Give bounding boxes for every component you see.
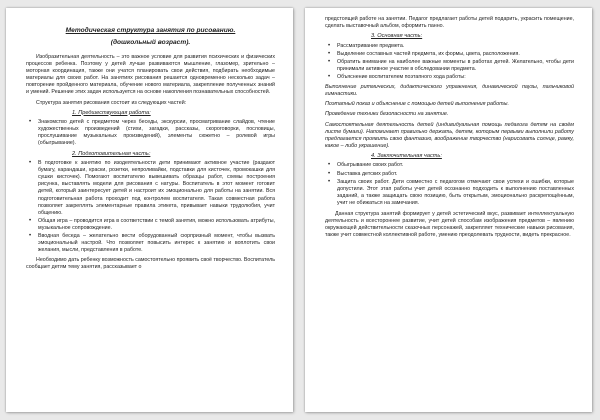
list-item xyxy=(26,119,275,147)
final-paragraph: Данная структура занятий формирует у детей эстетический вкус, развивает интеллектуальную деятельность и всестороннее развитие, учит детей способам изображения предметов – явлению окружающей действительности сказочных персонажей, закрепляет технические навыки рисования, также учит совместной коллективной работе, умению преодолевать трудности, видеть прекрасное. xyxy=(325,210,574,239)
list-item-text: Защита своих работ. Дети совместно с педагогом отмечают свои успехи и ошибки, которые допустили. Этот этап работы учит детей осознанно подходить к выполнению поставленных заданий, а также защищать свою позицию, быть открытым, эмоционально раскрепощённым, учит не обижаться на замечания. xyxy=(337,178,574,206)
list-item xyxy=(325,59,574,73)
list-item-text: Общая игра – проводится игра в соответствии с темой занятия, можно использовать атрибуты, музыкальное сопровождение. xyxy=(38,217,275,231)
closing-paragraph: Необходимо дать ребенку возможность самостоятельно проявить своё творчество. Воспитатель сообщает детям тему занятия, рассказывает о xyxy=(26,257,275,271)
list-item xyxy=(325,74,574,81)
bullet-icon: • xyxy=(328,42,331,49)
list-item xyxy=(325,179,574,207)
list-item-text: Рассматривание предмета. xyxy=(337,42,405,49)
list-item xyxy=(26,233,275,254)
list-item xyxy=(26,160,275,217)
list-item-text: Выделение составных частей предмета, их формы, цвета, расположения. xyxy=(337,50,520,57)
list-item xyxy=(325,51,574,58)
italic-step-exercises: Выполнение ритмических, дидактического упражнения, динамической паузы, пальчиковой гимнастики. xyxy=(325,84,574,98)
list-item-text: В подготовке к занятию по изодеятельности дети принимают активное участие (раздают бумагу, карандаши, краски, розетки, непроливайки, подставки для кисточек, промокашки для сушки кисточек). Помогают воспитателю вывешивать образцы работ, схемы построения рисунка, выставлять модели для рисования с натуры. Воспитатель в этот момент готовит детей, который заинтересует детей и настроит их эмоционально для работы на занятии. Вся подготовительная работа проходит под контролем воспитателя. Такая совместная работа позволяет закреплять элементарные правила этикета, привывает навыки трудолюбия, учит общению. xyxy=(38,160,275,216)
bullet-icon: • xyxy=(328,74,331,81)
bullet-icon: • xyxy=(328,178,331,185)
document-subtitle: (дошкольный возраст). xyxy=(110,39,191,46)
section-heading-final: 4. Заключительная часть: xyxy=(371,152,442,159)
list-item-text: Обратить внимание на наиболее важные моменты в работах детей. Желательно, чтобы дети принимали активное участие в обследовании предмета. xyxy=(337,58,574,72)
bullet-icon: • xyxy=(328,58,331,65)
list-item xyxy=(325,171,574,178)
structure-intro: Структура занятия рисования состоит из следующих частей: xyxy=(36,99,187,106)
list-item xyxy=(325,162,574,169)
bullet-icon: • xyxy=(29,119,32,126)
bullet-icon: • xyxy=(29,217,32,224)
italic-step-safety: Проведение техники безопасности на занятие. xyxy=(325,111,449,118)
list-item-text: Выставка детских работ. xyxy=(337,170,398,177)
document-page-left xyxy=(6,8,293,412)
section-heading-preparatory: 2. Подготовительная часть: xyxy=(72,150,151,157)
section-heading-main: 3. Основная часть: xyxy=(371,33,423,40)
document-page-right xyxy=(305,8,592,412)
document-title: Методическая структура занятия по рисованию. xyxy=(65,27,236,34)
intro-paragraph: Изобразительная деятельность – это важное условие для развития психических и физических процессов ребенка. Поэтому у детей лучше развиваются мышление, глазомер, зрительно – моторная координация, также они учатся планировать свои действия, подбирать необходимые материалы для своих работ. На занятиях рисования решается одновременно несколько задач – повторение пройденного материала, обучение нового материала, закрепление полученных знаний и умений. Решение этих задач используется на основе накопления познавательных способностей. xyxy=(26,54,275,96)
section-heading-preliminary: 1. Предшествующая работа: xyxy=(72,109,151,116)
bullet-icon: • xyxy=(328,162,331,169)
list-item xyxy=(325,43,574,50)
italic-self-work: Самостоятельная деятельность детей (индивидуальная помощь педагога детям на своём листе бумаги). Напоминает правильно держать, детям, которым первыми выполнили работу предлагается проявить свою фантазию, воображение творчество (нарисовать солнце, рамку, какое – либо украшение). xyxy=(325,121,574,149)
bullet-icon: • xyxy=(328,50,331,57)
bullet-icon: • xyxy=(328,170,331,177)
list-item-text: Объяснение воспитателем поэтапного хода работы: xyxy=(337,74,466,81)
list-item-text: Обыгрывание своих работ. xyxy=(337,162,404,169)
list-item-text: Вводная беседа – желательно вести оборудованный сюрпризный момент, чтобы вызвать эмоциональный настрой. Что позволяет повысить интерес к занятию и воплотить свои желания, мысли, представления в работе. xyxy=(38,232,275,254)
italic-step-demonstration: Поэтапный показ и объяснение с помощью детей выполнения работы. xyxy=(325,101,510,108)
bullet-icon: • xyxy=(29,232,32,239)
continued-paragraph: предстоящей работе на занятии. Педагог предлагает работы детей подарить, украсить помещение, сделать выставочный альбом, оформить панно. xyxy=(325,16,574,30)
bullet-icon: • xyxy=(29,160,32,167)
list-item-text: Знакомство детей с предметом через беседы, экскурсии, просматривание слайдов, чтение художественных произведений (стихи, загадки, рассказы, скороговорки, пословицы, прослушивание музыкальных произведений), элементы сюжетно – ролевой игры (обыгрывание). xyxy=(38,119,275,147)
list-item xyxy=(26,218,275,232)
